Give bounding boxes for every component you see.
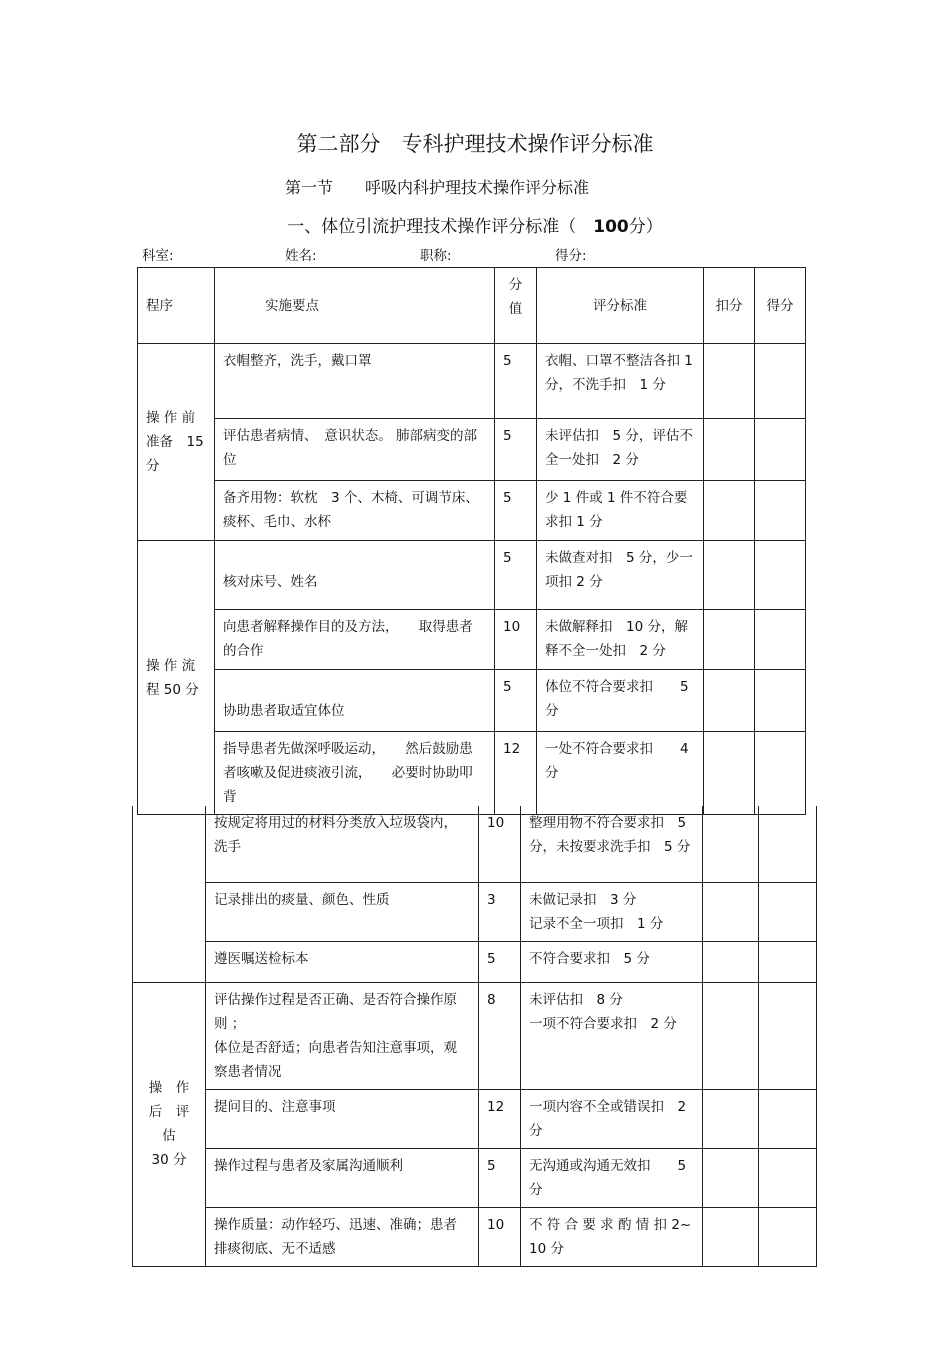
job-title-label: 职称: [420,248,452,264]
score-label: 得分: [555,248,587,264]
point-cell: 备齐用物：软枕 3 个、木椅、可调节床、痰杯、毛巾、水杯 [215,481,495,541]
value-cell: 5 [495,481,537,541]
value-cell: 5 [479,941,521,982]
group-post: 操 作 后 评 估 30 分 [133,982,206,1266]
header-earned: 得分 [755,268,806,344]
header-points: 实施要点 [215,268,495,344]
table-row [138,481,806,541]
dept-label: 科室: [142,248,174,264]
table-row [133,806,817,882]
table-row [133,1207,817,1266]
scoring-table-part1 [137,267,806,815]
deduct-cell [703,882,759,941]
deduct-cell [703,1207,759,1266]
table-row [138,610,806,670]
criteria-cell: 一项内容不全或错误扣 2分 [521,1089,703,1148]
header-deduct: 扣分 [704,268,755,344]
deduct-cell [703,806,759,882]
deduct-cell [704,670,755,732]
earned-cell [759,1148,817,1207]
earned-cell [755,670,806,732]
point-cell: 评估患者病情、 意识状态。 肺部病变的部位 [215,419,495,481]
table-title [0,212,950,237]
criteria-cell: 未做记录扣 3 分 记录不全一项扣 1 分 [521,882,703,941]
group-flow-continued [133,806,206,982]
table-row [138,541,806,610]
point-cell: 记录排出的痰量、颜色、性质 [206,882,479,941]
scoring-table-part2 [132,806,817,1267]
document-title: 第二部分 专科护理技术操作评分标准 [296,132,654,156]
earned-cell [759,1207,817,1266]
deduct-cell [704,344,755,419]
deduct-cell [704,541,755,610]
point-cell: 提问目的、注意事项 [206,1089,479,1148]
earned-cell [759,882,817,941]
earned-cell [755,481,806,541]
earned-cell [759,1089,817,1148]
value-cell: 5 [495,541,537,610]
criteria-cell: 未做查对扣 5 分，少一项扣 2 分 [537,541,704,610]
table-row [138,419,806,481]
criteria-cell: 未做解释扣 10 分，解释不全一处扣 2 分 [537,610,704,670]
earned-cell [759,982,817,1089]
point-cell: 核对床号、姓名 [215,541,495,610]
header-program: 程序 [138,268,215,344]
criteria-cell: 不符合要求扣 5 分 [521,941,703,982]
deduct-cell [703,941,759,982]
group-flow: 操 作 流 程 50 分 [138,541,215,815]
deduct-cell [704,481,755,541]
value-cell: 5 [479,1148,521,1207]
table-row [138,344,806,419]
table-row [133,882,817,941]
table-row [133,941,817,982]
value-cell: 3 [479,882,521,941]
earned-cell [755,541,806,610]
earned-cell [759,941,817,982]
value-cell: 5 [495,419,537,481]
header-value: 分 值 [495,268,537,344]
point-cell: 评估操作过程是否正确、是否符合操作原则 ； 体位是否舒适；向患者告知注意事项，观察患者情况 [206,982,479,1089]
point-cell: 遵医嘱送检标本 [206,941,479,982]
value-cell: 10 [495,610,537,670]
value-cell: 8 [479,982,521,1089]
deduct-cell [703,982,759,1089]
value-cell: 5 [495,670,537,732]
criteria-cell: 少 1 件或 1 件不符合要求扣 1 分 [537,481,704,541]
point-cell: 协助患者取适宜体位 [215,670,495,732]
table-row [133,982,817,1089]
table-title-post: 分） [628,217,663,237]
header-row [138,268,806,344]
value-cell: 10 [479,1207,521,1266]
section-title: 第一节 呼吸内科护理技术操作评分标准 [285,178,590,197]
point-cell: 按规定将用过的材料分类放入垃圾袋内，洗手 [206,806,479,882]
earned-cell [755,344,806,419]
criteria-cell: 不 符 合 要 求 酌 情 扣 2~10 分 [521,1207,703,1266]
criteria-cell: 未评估扣 8 分 一项不符合要求扣 2 分 [521,982,703,1089]
value-cell: 10 [479,806,521,882]
point-cell: 向患者解释操作目的及方法， 取得患者的合作 [215,610,495,670]
point-cell: 操作质量：动作轻巧、迅速、准确；患者排痰彻底、无不适感 [206,1207,479,1266]
point-cell: 操作过程与患者及家属沟通顺利 [206,1148,479,1207]
earned-cell [755,732,806,815]
table-title-pre: 一、体位引流护理技术操作评分标准（ [287,217,594,237]
table-row [133,1089,817,1148]
table-title-total: 100 [593,217,629,237]
name-label: 姓名: [285,248,317,264]
earned-cell [755,610,806,670]
criteria-cell: 一处不符合要求扣 4 分 [537,732,704,815]
criteria-cell: 整理用物不符合要求扣 5分，未按要求洗手扣 5 分 [521,806,703,882]
table-row [138,732,806,815]
criteria-cell: 未评估扣 5 分，评估不全一处扣 2 分 [537,419,704,481]
deduct-cell [703,1089,759,1148]
criteria-cell: 体位不符合要求扣 5 分 [537,670,704,732]
deduct-cell [704,732,755,815]
point-cell: 指导患者先做深呼吸运动， 然后鼓励患者咳嗽及促进痰液引流， 必要时协助叩背 [215,732,495,815]
criteria-cell: 衣帽、口罩不整洁各扣 1 分，不洗手扣 1 分 [537,344,704,419]
point-cell: 衣帽整齐，洗手，戴口罩 [215,344,495,419]
deduct-cell [704,610,755,670]
deduct-cell [704,419,755,481]
earned-cell [759,806,817,882]
table-row [133,1148,817,1207]
value-cell: 12 [495,732,537,815]
table-row [138,670,806,732]
criteria-cell: 无沟通或沟通无效扣 5 分 [521,1148,703,1207]
deduct-cell [703,1148,759,1207]
group-pre: 操 作 前 准备 15 分 [138,344,215,541]
value-cell: 12 [479,1089,521,1148]
header-criteria: 评分标准 [537,268,704,344]
value-cell: 5 [495,344,537,419]
earned-cell [755,419,806,481]
